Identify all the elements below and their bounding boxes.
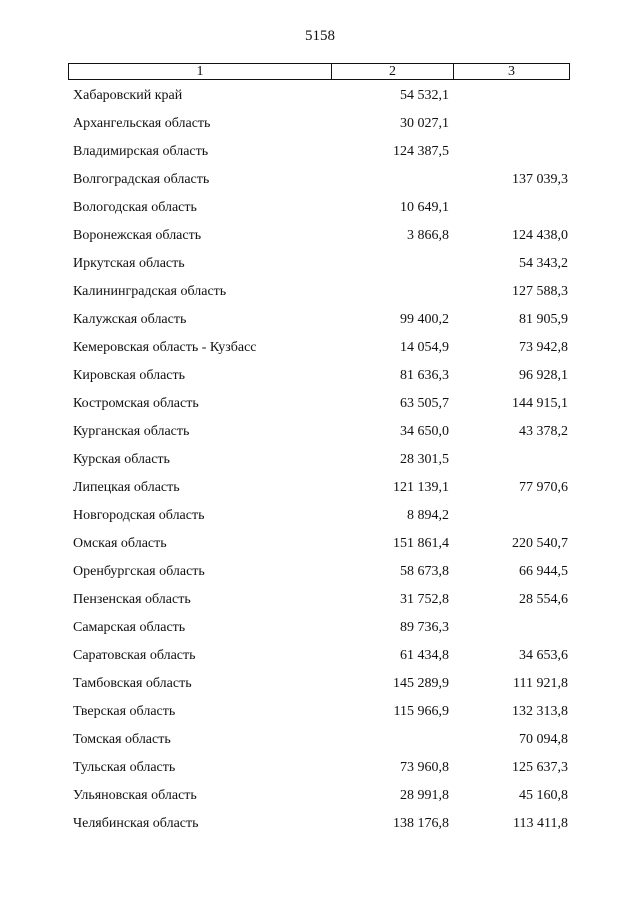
region-name: Липецкая область [73, 480, 180, 495]
value-col-3: 34 653,6 [519, 648, 568, 663]
region-name: Саратовская область [73, 648, 196, 663]
value-col-2: 8 894,2 [407, 508, 449, 523]
table-row [0, 478, 640, 506]
table-row [0, 170, 640, 198]
table-body [0, 86, 640, 842]
value-col-3: 45 160,8 [519, 788, 568, 803]
value-col-3: 28 554,6 [519, 592, 568, 607]
value-col-3: 125 637,3 [512, 760, 568, 775]
table-row [0, 814, 640, 842]
region-name: Иркутская область [73, 256, 185, 271]
value-col-2: 54 532,1 [400, 88, 449, 103]
value-col-3: 111 921,8 [513, 676, 568, 691]
value-col-2: 151 861,4 [393, 536, 449, 551]
value-col-2: 73 960,8 [400, 760, 449, 775]
value-col-2: 121 139,1 [393, 480, 449, 495]
value-col-2: 81 636,3 [400, 368, 449, 383]
region-name: Архангельская область [73, 116, 211, 131]
region-name: Калужская область [73, 312, 187, 327]
region-name: Челябинская область [73, 816, 199, 831]
value-col-2: 124 387,5 [393, 144, 449, 159]
region-name: Оренбургская область [73, 564, 205, 579]
header-col-1: 1 [69, 64, 332, 79]
value-col-2: 28 301,5 [400, 452, 449, 467]
region-name: Калининградская область [73, 284, 227, 299]
table-row [0, 646, 640, 674]
table-row [0, 618, 640, 646]
table-row [0, 142, 640, 170]
region-name: Тульская область [73, 760, 176, 775]
region-name: Воронежская область [73, 228, 202, 243]
value-col-2: 61 434,8 [400, 648, 449, 663]
region-name: Вологодская область [73, 200, 197, 215]
header-col-3: 3 [508, 64, 515, 79]
value-col-2: 115 966,9 [393, 704, 449, 719]
value-col-2: 58 673,8 [400, 564, 449, 579]
value-col-3: 137 039,3 [512, 172, 568, 187]
value-col-2: 3 866,8 [407, 228, 449, 243]
value-col-2: 31 752,8 [400, 592, 449, 607]
table-row [0, 506, 640, 534]
table-row [0, 394, 640, 422]
value-col-3: 124 438,0 [512, 228, 568, 243]
region-name: Хабаровский край [73, 88, 183, 103]
table-row [0, 338, 640, 366]
table-row [0, 674, 640, 702]
table-row [0, 226, 640, 254]
table-row [0, 590, 640, 618]
value-col-3: 113 411,8 [513, 816, 568, 831]
table-row [0, 86, 640, 114]
region-name: Омская область [73, 536, 167, 551]
table-row [0, 534, 640, 562]
region-name: Курганская область [73, 424, 190, 439]
value-col-3: 66 944,5 [519, 564, 568, 579]
region-name: Новгородская область [73, 508, 205, 523]
value-col-2: 10 649,1 [400, 200, 449, 215]
value-col-3: 70 094,8 [519, 732, 568, 747]
region-name: Самарская область [73, 620, 186, 635]
region-name: Ульяновская область [73, 788, 197, 803]
table-row [0, 730, 640, 758]
region-name: Кемеровская область - Кузбасс [73, 340, 257, 355]
region-name: Пензенская область [73, 592, 191, 607]
region-name: Владимирская область [73, 144, 209, 159]
value-col-2: 99 400,2 [400, 312, 449, 327]
value-col-3: 77 970,6 [519, 480, 568, 495]
value-col-2: 138 176,8 [393, 816, 449, 831]
table-row [0, 282, 640, 310]
value-col-3: 132 313,8 [512, 704, 568, 719]
region-name: Курская область [73, 452, 170, 467]
region-name: Волгоградская область [73, 172, 210, 187]
value-col-3: 73 942,8 [519, 340, 568, 355]
value-col-2: 89 736,3 [400, 620, 449, 635]
region-name: Тамбовская область [73, 676, 192, 691]
value-col-3: 54 343,2 [519, 256, 568, 271]
header-col-2: 2 [332, 64, 454, 79]
value-col-3: 43 378,2 [519, 424, 568, 439]
value-col-2: 63 505,7 [400, 396, 449, 411]
value-col-2: 34 650,0 [400, 424, 449, 439]
value-col-2: 28 991,8 [400, 788, 449, 803]
value-col-2: 145 289,9 [393, 676, 449, 691]
table-row [0, 310, 640, 338]
table-row [0, 422, 640, 450]
table-row [0, 366, 640, 394]
table-row [0, 786, 640, 814]
region-name: Кировская область [73, 368, 186, 383]
table-row [0, 198, 640, 226]
value-col-3: 127 588,3 [512, 284, 568, 299]
table-header [68, 63, 570, 80]
page-number: 5158 [305, 28, 335, 44]
value-col-2: 30 027,1 [400, 116, 449, 131]
value-col-3: 81 905,9 [519, 312, 568, 327]
table-row [0, 254, 640, 282]
table-row [0, 450, 640, 478]
region-name: Томская область [73, 732, 171, 747]
value-col-3: 220 540,7 [512, 536, 568, 551]
region-name: Тверская область [73, 704, 176, 719]
table-row [0, 562, 640, 590]
value-col-3: 96 928,1 [519, 368, 568, 383]
table-row [0, 114, 640, 142]
table-row [0, 758, 640, 786]
table-row [0, 702, 640, 730]
region-name: Костромская область [73, 396, 199, 411]
value-col-3: 144 915,1 [512, 396, 568, 411]
value-col-2: 14 054,9 [400, 340, 449, 355]
